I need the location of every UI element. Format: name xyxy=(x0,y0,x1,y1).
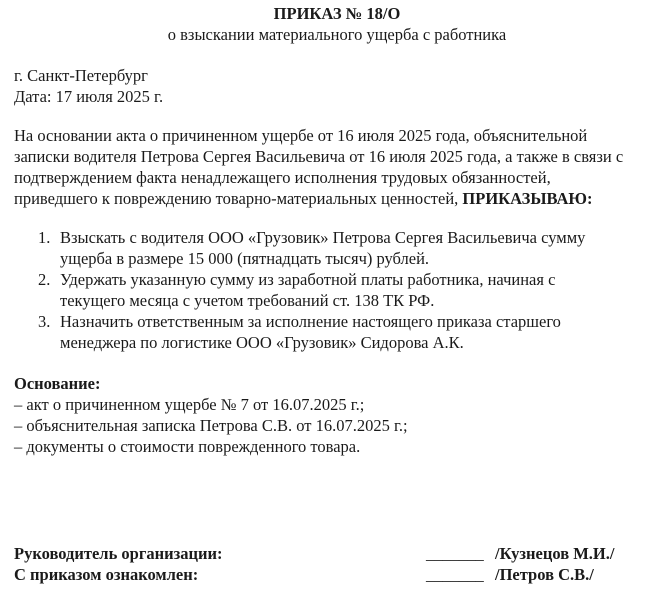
orders-list xyxy=(14,227,640,353)
basis-section xyxy=(14,373,640,457)
basis-item: – объяснительная записка Петрова С.В. от 16.07.2025 г.; xyxy=(14,416,408,435)
signature-name: /Петров С.В./ xyxy=(495,565,594,584)
order-number: 3. xyxy=(38,312,51,331)
signature-role: С приказом ознакомлен: xyxy=(14,565,199,584)
document-title: ПРИКАЗ № 18/О xyxy=(273,4,401,23)
signature-blank: _______ xyxy=(426,544,484,563)
order-item xyxy=(14,227,624,269)
order-number: 2. xyxy=(38,270,51,289)
signature-row-head xyxy=(14,543,640,564)
order-word: ПРИКАЗЫВАЮ: xyxy=(462,189,593,208)
date: Дата: 17 июля 2025 г. xyxy=(14,87,164,106)
preamble xyxy=(14,125,628,209)
basis-item: – документы о стоимости поврежденного товара. xyxy=(14,437,361,456)
order-text: Назначить ответственным за исполнение настоящего приказа старшего менеджера по логистике ООО «Грузовик» Сидорова А.К. xyxy=(60,312,561,352)
basis-heading: Основание: xyxy=(14,374,101,393)
signature-name: /Кузнецов М.И./ xyxy=(495,544,615,563)
signatures-block xyxy=(14,543,640,585)
document-meta xyxy=(14,65,640,107)
preamble-text: На основании акта о причиненном ущербе от 16 июля 2025 года, объяснительной записки водителя Петрова Сергея Васильевича от 16 июля 2025 года, а также в связи с подтверждением факта ненадлежащего исполнения трудовых обязанностей, приведшего к повреждению товарно-материальных ценностей, xyxy=(14,126,624,208)
order-item xyxy=(14,311,624,353)
order-number: 1. xyxy=(38,228,51,247)
order-text: Взыскать с водителя ООО «Грузовик» Петрова Сергея Васильевича сумму ущерба в размере 15 000 (пятнадцать тысяч) рублей. xyxy=(60,228,586,268)
order-text: Удержать указанную сумму из заработной платы работника, начиная с текущего месяца с учетом требований ст. 138 ТК РФ. xyxy=(60,270,556,310)
document xyxy=(14,3,640,457)
signature-blank: _______ xyxy=(426,565,484,584)
basis-item: – акт о причиненном ущербе № 7 от 16.07.2025 г.; xyxy=(14,395,365,414)
city: г. Санкт-Петербург xyxy=(14,66,148,85)
signature-role: Руководитель организации: xyxy=(14,544,223,563)
signature-row-acknowledged xyxy=(14,564,640,585)
document-subtitle: о взыскании материального ущерба с работника xyxy=(167,25,507,44)
order-item xyxy=(14,269,624,311)
